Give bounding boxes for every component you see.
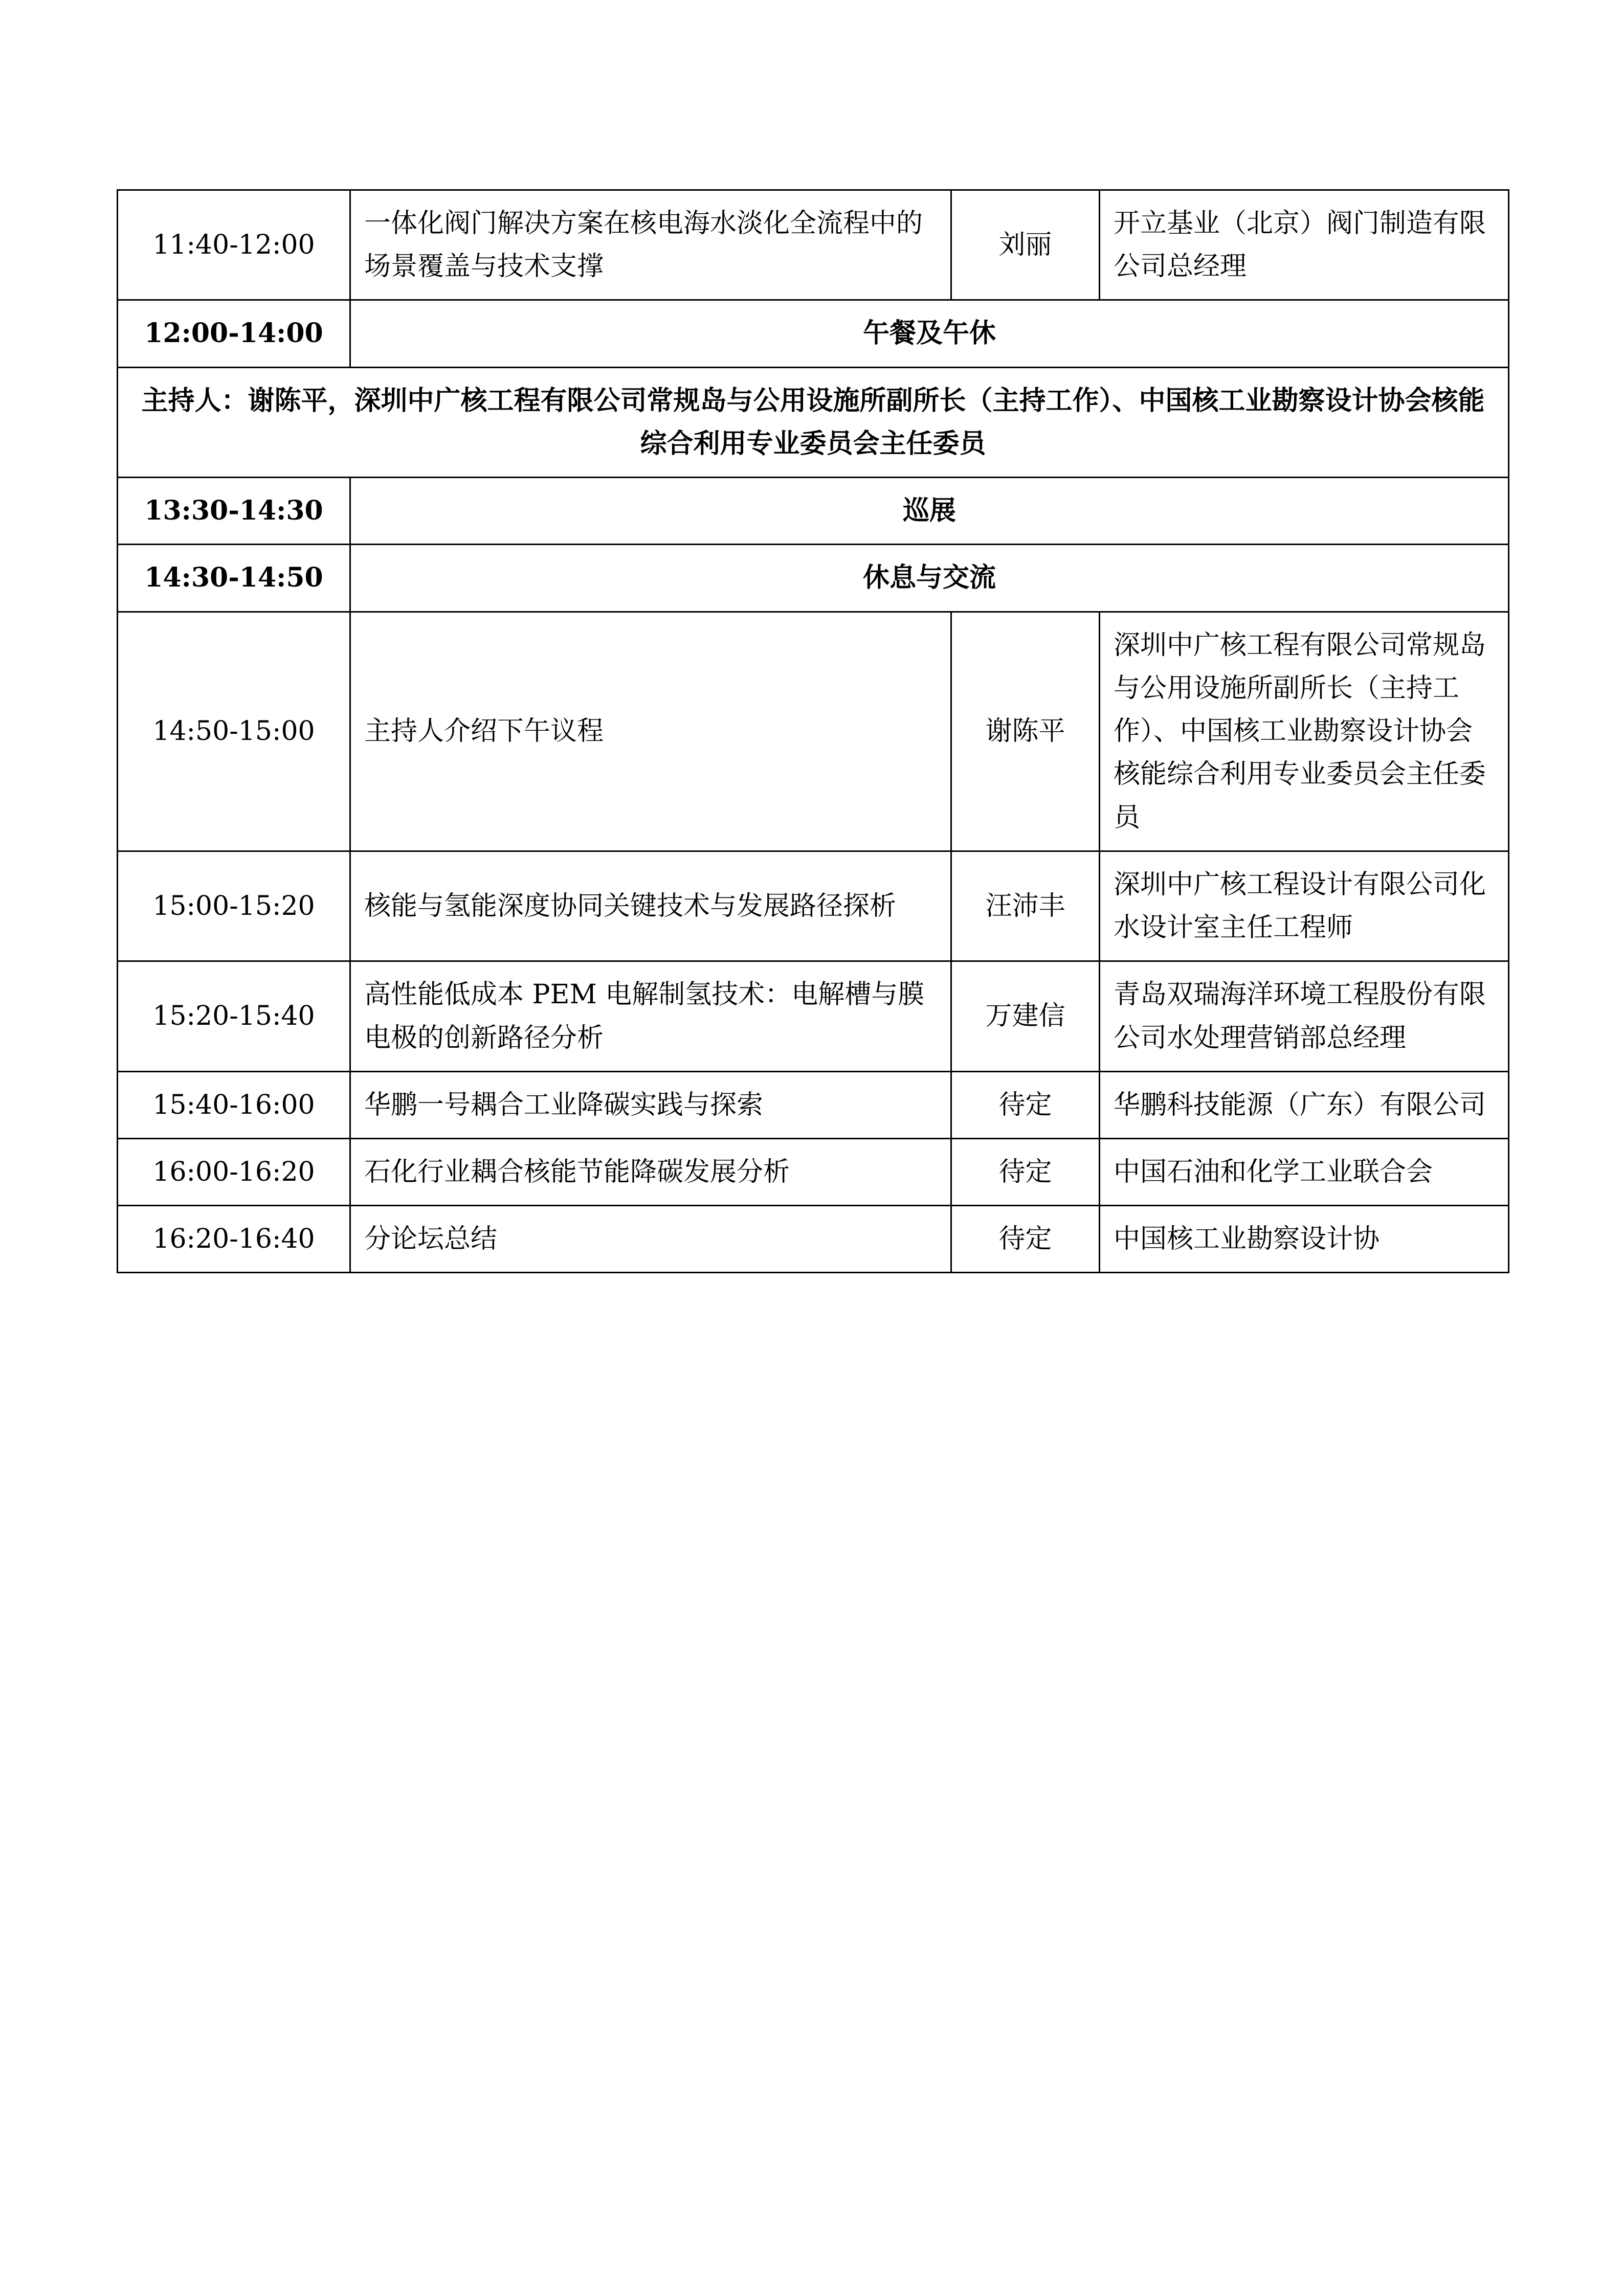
row-org: 青岛双瑞海洋环境工程股份有限公司水处理营销部总经理 bbox=[1100, 961, 1509, 1071]
table-row bbox=[118, 478, 1509, 545]
row-org: 开立基业（北京）阀门制造有限公司总经理 bbox=[1100, 190, 1509, 300]
row-org: 华鹏科技能源（广东）有限公司 bbox=[1100, 1071, 1509, 1138]
row-speaker: 待定 bbox=[951, 1138, 1100, 1205]
row-time: 13:30-14:30 bbox=[118, 478, 350, 545]
row-time: 12:00-14:00 bbox=[118, 300, 350, 367]
table-row bbox=[118, 1138, 1509, 1205]
table-row bbox=[118, 961, 1509, 1071]
row-topic: 石化行业耦合核能节能降碳发展分析 bbox=[350, 1138, 951, 1205]
row-speaker: 万建信 bbox=[951, 961, 1100, 1071]
row-time: 16:00-16:20 bbox=[118, 1138, 350, 1205]
row-time: 11:40-12:00 bbox=[118, 190, 350, 300]
row-speaker: 待定 bbox=[951, 1206, 1100, 1273]
row-org: 深圳中广核工程设计有限公司化水设计室主任工程师 bbox=[1100, 851, 1509, 961]
row-speaker: 刘丽 bbox=[951, 190, 1100, 300]
agenda-table-body bbox=[118, 190, 1509, 1273]
row-topic: 分论坛总结 bbox=[350, 1206, 951, 1273]
row-org: 中国核工业勘察设计协 bbox=[1100, 1206, 1509, 1273]
row-time: 14:30-14:50 bbox=[118, 545, 350, 612]
row-time: 15:40-16:00 bbox=[118, 1071, 350, 1138]
row-topic: 高性能低成本 PEM 电解制氢技术：电解槽与膜电极的创新路径分析 bbox=[350, 961, 951, 1071]
row-org: 深圳中广核工程有限公司常规岛与公用设施所副所长（主持工作）、中国核工业勘察设计协会核能综合利用专业委员会主任委员 bbox=[1100, 612, 1509, 851]
table-row bbox=[118, 612, 1509, 851]
agenda-table bbox=[117, 189, 1509, 1273]
row-topic: 核能与氢能深度协同关键技术与发展路径探析 bbox=[350, 851, 951, 961]
row-topic: 主持人介绍下午议程 bbox=[350, 612, 951, 851]
table-row bbox=[118, 1206, 1509, 1273]
table-row bbox=[118, 851, 1509, 961]
row-time: 16:20-16:40 bbox=[118, 1206, 350, 1273]
row-time: 14:50-15:00 bbox=[118, 612, 350, 851]
table-row bbox=[118, 367, 1509, 477]
table-row bbox=[118, 300, 1509, 367]
table-row bbox=[118, 190, 1509, 300]
row-speaker: 谢陈平 bbox=[951, 612, 1100, 851]
row-host-note: 主持人：谢陈平，深圳中广核工程有限公司常规岛与公用设施所副所长（主持工作）、中国核工业勘察设计协会核能综合利用专业委员会主任委员 bbox=[118, 367, 1509, 477]
row-org: 中国石油和化学工业联合会 bbox=[1100, 1138, 1509, 1205]
row-break-label: 巡展 bbox=[350, 478, 1509, 545]
row-break-label: 休息与交流 bbox=[350, 545, 1509, 612]
row-speaker: 待定 bbox=[951, 1071, 1100, 1138]
row-topic: 华鹏一号耦合工业降碳实践与探索 bbox=[350, 1071, 951, 1138]
row-time: 15:00-15:20 bbox=[118, 851, 350, 961]
table-row bbox=[118, 545, 1509, 612]
table-row bbox=[118, 1071, 1509, 1138]
row-time: 15:20-15:40 bbox=[118, 961, 350, 1071]
row-break-label: 午餐及午休 bbox=[350, 300, 1509, 367]
row-speaker: 汪沛丰 bbox=[951, 851, 1100, 961]
row-topic: 一体化阀门解决方案在核电海水淡化全流程中的场景覆盖与技术支撑 bbox=[350, 190, 951, 300]
